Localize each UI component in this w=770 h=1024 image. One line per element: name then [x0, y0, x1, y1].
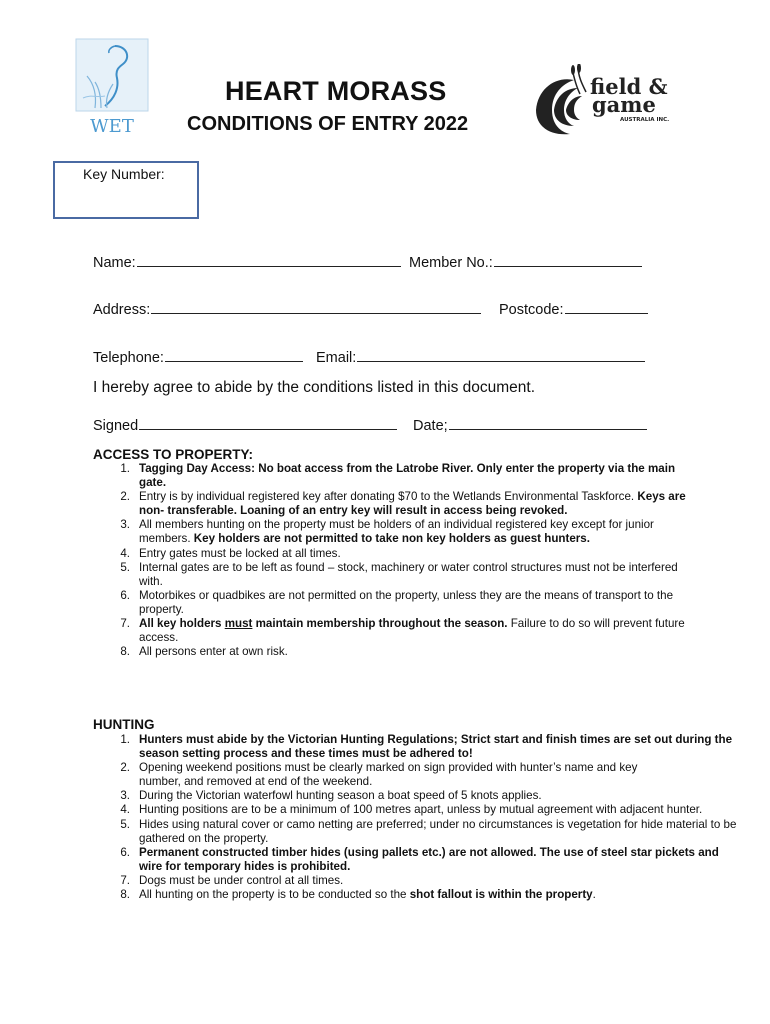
item-text: Entry is by individual registered key after donating $70 to the Wetlands Environmental Taskforce.	[139, 490, 638, 504]
item-number: 7.	[120, 617, 130, 631]
date-label: Date;	[413, 418, 448, 434]
postcode-label: Postcode:	[499, 302, 564, 318]
item-number: 3.	[120, 518, 130, 532]
agreement-statement: I hereby agree to abide by the conditions listed in this document.	[93, 379, 536, 396]
fg-logo-text-australia: AUSTRALIA INC.	[620, 117, 670, 123]
hunting-conditions-list	[93, 733, 753, 902]
postcode-blank[interactable]	[565, 298, 648, 314]
address-field[interactable]	[93, 298, 481, 318]
item-text: Hides using natural cover or camo netting are preferred; under no circumstances is vegetation for hide material to be gathered on the property.	[139, 817, 737, 845]
fg-logo-text-game: game	[592, 92, 656, 117]
access-heading: ACCESS TO PROPERTY:	[93, 447, 254, 462]
item-text: Opening weekend positions must be clearly marked on sign provided with hunter’s name and key number, and removed at end of the weekend.	[139, 761, 638, 789]
list-item	[93, 490, 693, 518]
item-text: Motorbikes or quadbikes are not permitted on the property, unless they are the means of transport to the property.	[139, 588, 674, 616]
item-number: 3.	[120, 789, 130, 803]
item-text: All persons enter at own risk.	[139, 645, 288, 659]
item-number: 4.	[120, 803, 130, 817]
email-field[interactable]	[316, 346, 645, 366]
item-number: 5.	[120, 817, 130, 831]
list-item	[93, 846, 719, 874]
hunting-heading: HUNTING	[93, 717, 155, 732]
telephone-label: Telephone:	[93, 350, 164, 366]
list-item	[93, 874, 753, 888]
list-item	[93, 888, 753, 902]
item-bold-text: maintain membership throughout the season.	[252, 617, 508, 631]
item-number: 5.	[120, 560, 130, 574]
item-number: 4.	[120, 546, 130, 560]
item-text: Entry gates must be locked at all times.	[139, 546, 341, 560]
list-item	[93, 761, 679, 789]
member-no-label: Member No.:	[409, 255, 493, 271]
item-number: 6.	[120, 588, 130, 602]
wet-logo	[75, 38, 149, 136]
item-bold-text: Hunters must abide by the Victorian Hunting Regulations; Strict start and finish times are set out during the season setting process and these times must be adhered to!	[139, 733, 733, 761]
item-bold-text: Key holders are not permitted to take non key holders as guest hunters.	[193, 532, 590, 546]
item-text: Internal gates are to be left as found – stock, machinery or water control structures must not be interfered with.	[139, 560, 678, 588]
member-no-blank[interactable]	[494, 251, 642, 267]
list-item	[93, 803, 729, 817]
key-number-box[interactable]	[53, 161, 199, 219]
document-subtitle: CONDITIONS OF ENTRY 2022	[187, 113, 469, 135]
item-number: 1.	[120, 733, 130, 746]
list-item	[93, 645, 693, 659]
document-title: HEART MORASS	[225, 76, 447, 106]
field-and-game-logo	[530, 64, 675, 144]
list-item	[93, 547, 693, 561]
address-label: Address:	[93, 302, 151, 318]
wet-logo-text: WET	[90, 116, 134, 136]
item-text: Hunting positions are to be a minimum of 100 metres apart, unless by mutual agreement with adjacent hunter.	[139, 803, 703, 817]
item-number: 8.	[120, 888, 130, 902]
email-blank[interactable]	[357, 346, 645, 362]
email-label: Email:	[316, 350, 357, 366]
name-label: Name:	[93, 255, 136, 271]
item-text: Dogs must be under control at all times.	[139, 873, 344, 887]
date-field[interactable]	[413, 414, 647, 434]
item-bold-text: All key holders	[139, 617, 225, 631]
item-number: 2.	[120, 761, 130, 775]
item-underlined-text: must	[224, 617, 253, 631]
item-number: 8.	[120, 645, 130, 659]
item-number: 1.	[120, 462, 130, 475]
list-item	[93, 789, 753, 803]
item-text: All hunting on the property is to be conducted so the	[139, 888, 410, 902]
item-number: 6.	[120, 845, 130, 859]
item-number: 7.	[120, 873, 130, 887]
date-blank[interactable]	[449, 414, 647, 430]
postcode-field[interactable]	[499, 298, 648, 318]
key-number-label: Key Number:	[83, 166, 165, 182]
item-bold-text: shot fallout is within the property	[409, 888, 593, 902]
list-item	[93, 617, 693, 645]
name-blank[interactable]	[137, 251, 401, 267]
signed-blank[interactable]	[139, 414, 397, 430]
item-text: Failure to do so will prevent future access.	[139, 617, 685, 645]
name-field[interactable]	[93, 251, 401, 271]
item-bold-text: Tagging Day Access: No boat access from the Latrobe River. Only enter the property via the main gate.	[139, 462, 676, 490]
item-bold-text: Keys are non- transferable. Loaning of an entry key will result in access being revoked.	[139, 490, 686, 518]
item-text: During the Victorian waterfowl hunting season a boat speed of 5 knots applies.	[139, 789, 542, 803]
list-item	[93, 518, 693, 546]
item-bold-text: Permanent constructed timber hides (using pallets etc.) are not allowed. The use of steel star pickets and wire for temporary hides is prohibited.	[139, 845, 719, 873]
member-no-field[interactable]	[409, 251, 642, 271]
list-item	[93, 462, 693, 490]
telephone-blank[interactable]	[165, 346, 303, 362]
address-blank[interactable]	[151, 298, 481, 314]
access-conditions-list	[93, 462, 693, 659]
list-item	[93, 733, 753, 761]
list-item	[93, 561, 693, 589]
signed-label: Signed	[93, 418, 139, 434]
item-number: 2.	[120, 490, 130, 504]
item-text: .	[592, 888, 596, 902]
item-text: All members hunting on the property must be holders of an individual registered key except for junior members.	[139, 518, 654, 546]
telephone-field[interactable]	[93, 346, 303, 366]
list-item	[93, 818, 739, 846]
list-item	[93, 589, 693, 617]
fg-logo-text-field: field &	[590, 74, 668, 99]
signed-field[interactable]	[93, 414, 397, 434]
